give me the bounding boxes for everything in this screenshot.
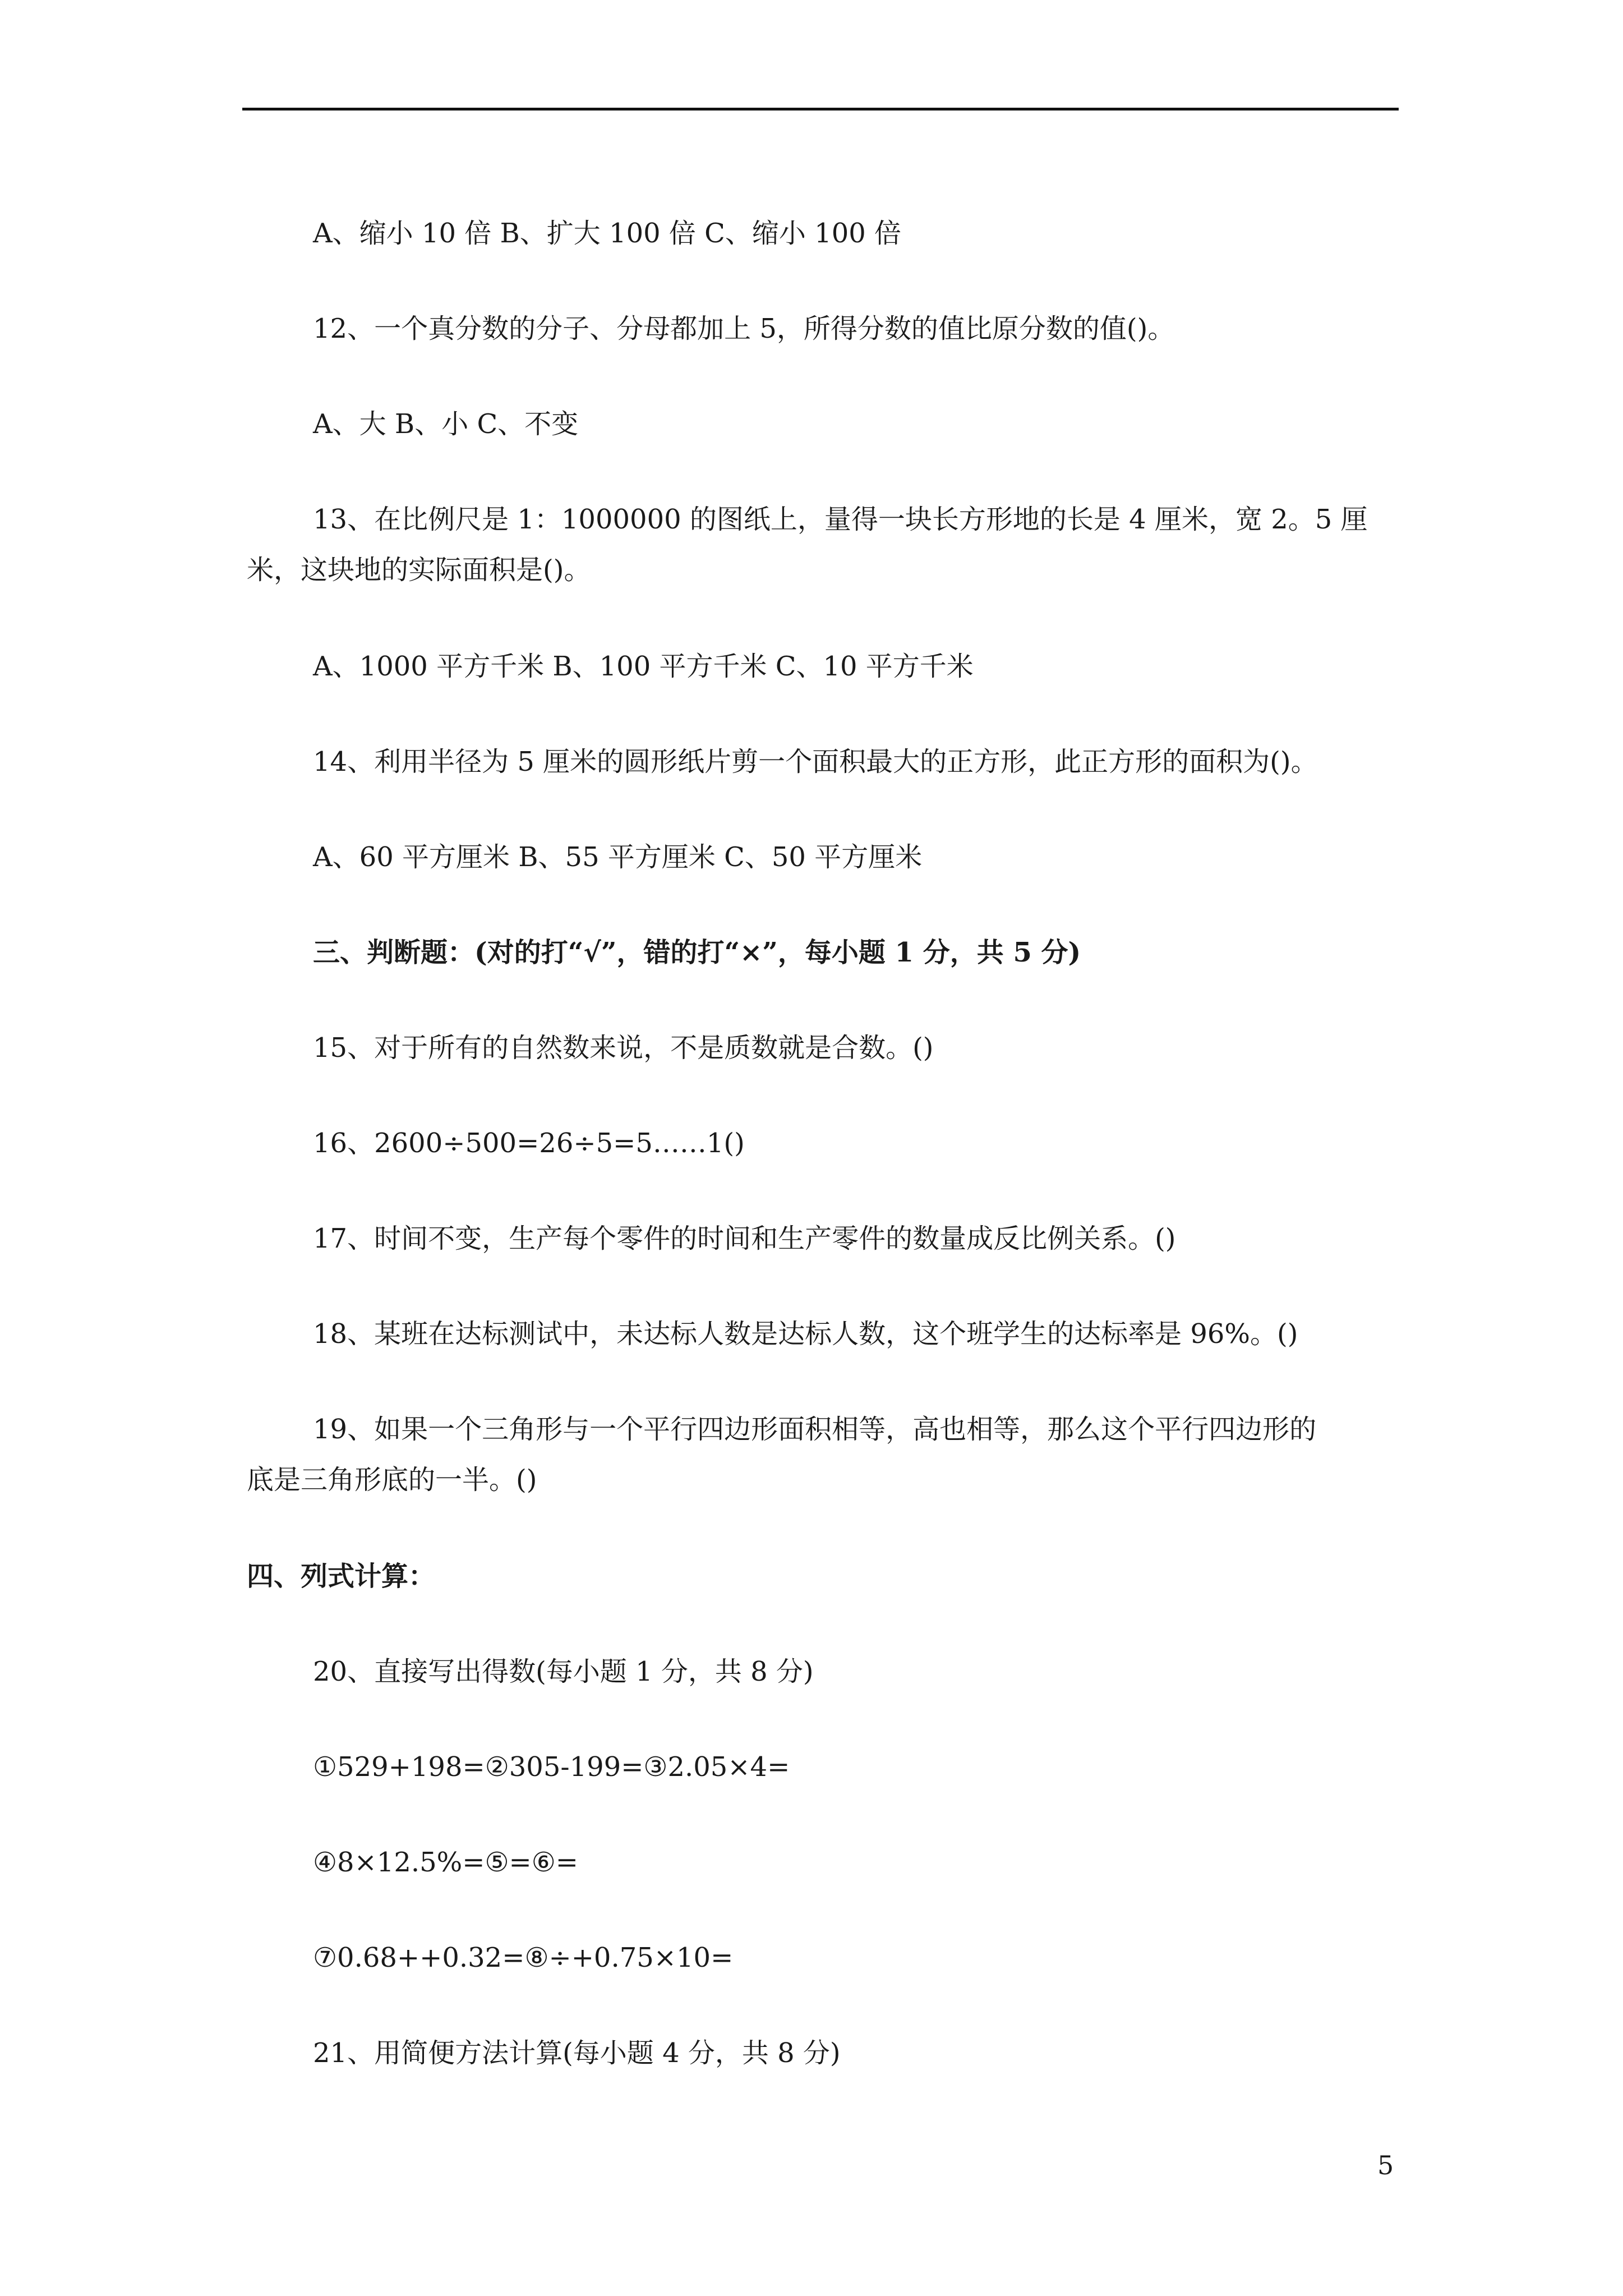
q20-row3: ⑦0.68++0.32=⑧÷+0.75×10= <box>313 1942 734 1973</box>
q20-text: 20、直接写出得数(每小题 1 分，共 8 分) <box>313 1656 814 1687</box>
q19-text-line1: 19、如果一个三角形与一个平行四边形面积相等，高也相等，那么这个平行四边形的 <box>313 1414 1317 1445</box>
q16-text: 16、2600÷500=26÷5=5……1() <box>313 1128 745 1159</box>
q13-options: A、1000 平方千米 B、100 平方千米 C、10 平方千米 <box>313 651 974 682</box>
q20-row2: ④8×12.5%=⑤=⑥= <box>313 1847 578 1878</box>
q11-options: A、缩小 10 倍 B、扩大 100 倍 C、缩小 100 倍 <box>313 218 902 249</box>
q15-text: 15、对于所有的自然数来说，不是质数就是合数。() <box>313 1032 934 1064</box>
q21-text: 21、用简便方法计算(每小题 4 分，共 8 分) <box>313 2037 841 2069</box>
page-number: 5 <box>1377 2150 1394 2180</box>
section-4-heading: 四、列式计算： <box>247 1561 436 1592</box>
header-rule <box>242 108 1399 111</box>
section-3-heading: 三、判断题：(对的打“√”，错的打“×”，每小题 1 分，共 5 分) <box>313 937 1081 968</box>
q12-text: 12、一个真分数的分子、分母都加上 5，所得分数的值比原分数的值()。 <box>313 313 1175 344</box>
q13-text-line2: 米，这块地的实际面积是()。 <box>247 554 591 586</box>
q13-text-line1: 13、在比例尺是 1：1000000 的图纸上，量得一块长方形地的长是 4 厘米，宽 2。5 厘 <box>313 504 1368 535</box>
q19-text-line2: 底是三角形底的一半。() <box>247 1464 537 1496</box>
q20-row1: ①529+198=②305-199=③2.05×4= <box>313 1751 790 1783</box>
q14-options: A、60 平方厘米 B、55 平方厘米 C、50 平方厘米 <box>313 841 923 873</box>
q17-text: 17、时间不变，生产每个零件的时间和生产零件的数量成反比例关系。() <box>313 1223 1176 1254</box>
q14-text: 14、利用半径为 5 厘米的圆形纸片剪一个面积最大的正方形，此正方形的面积为()。 <box>313 746 1318 777</box>
q18-text: 18、某班在达标测试中，未达标人数是达标人数，这个班学生的达标率是 96%。() <box>313 1318 1298 1350</box>
q12-options: A、大 B、小 C、不变 <box>313 408 579 440</box>
